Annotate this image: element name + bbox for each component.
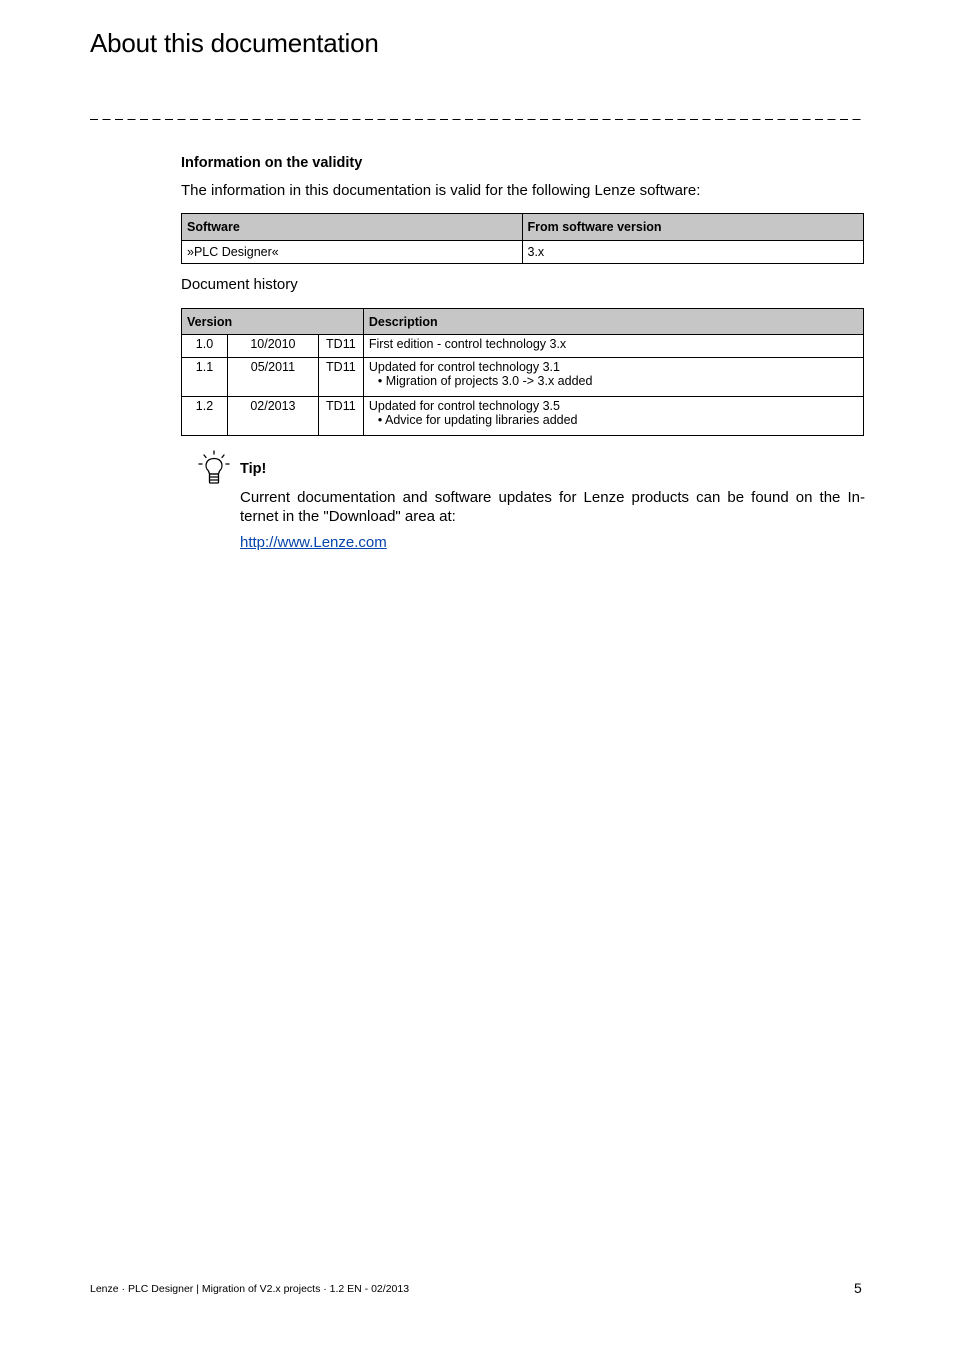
page-title: About this documentation [90, 28, 379, 58]
lenze-website-link[interactable]: http://www.Lenze.com [240, 534, 387, 551]
description-cell [363, 358, 863, 397]
description-text: Updated for control technology 3.5 [368, 399, 560, 413]
software-cell: »PLC Designer« [182, 241, 523, 264]
validity-heading: Information on the validity [181, 155, 363, 171]
description-text: First edition - control technology 3.x [368, 337, 567, 351]
description-cell [363, 335, 863, 358]
description-cell [363, 397, 863, 436]
history-label: Document history [181, 276, 298, 293]
page-number: 5 [854, 1280, 862, 1296]
version-cell: 1.0 [182, 335, 228, 358]
dashed-divider [90, 110, 862, 120]
table-row [182, 335, 864, 358]
table-row [182, 358, 864, 397]
tip-text: Current documentation and software updates for Lenze products can be found on the In-ternet in the "Download" area at: [240, 489, 865, 525]
table-row [182, 241, 864, 264]
description-bullet: • Migration of projects 3.0 -> 3.x added [377, 374, 593, 388]
table-header-row [182, 214, 864, 241]
tip-label: Tip! [240, 461, 267, 477]
date-cell: 02/2013 [227, 397, 318, 436]
dept-cell: TD11 [318, 397, 363, 436]
history-table [181, 308, 864, 436]
column-header-description: Description [363, 309, 863, 335]
version-cell: 1.1 [182, 358, 228, 397]
table-header-row [182, 309, 864, 335]
date-cell: 05/2011 [227, 358, 318, 397]
date-cell: 10/2010 [227, 335, 318, 358]
validity-intro: The information in this documentation is valid for the following Lenze software: [181, 182, 701, 199]
version-cell: 3.x [522, 241, 864, 264]
column-header-version: Version [182, 309, 364, 335]
version-cell: 1.2 [182, 397, 228, 436]
table-row [182, 397, 864, 436]
lightbulb-icon [196, 450, 232, 486]
dept-cell: TD11 [318, 358, 363, 397]
description-text: Updated for control technology 3.1 [368, 360, 560, 374]
description-bullet: • Advice for updating libraries added [377, 413, 578, 427]
column-header-version: From software version [522, 214, 864, 241]
dept-cell: TD11 [318, 335, 363, 358]
column-header-software: Software [182, 214, 523, 241]
software-table [181, 213, 864, 264]
footer-text: Lenze · PLC Designer | Migration of V2.x projects · 1.2 EN - 02/2013 [90, 1283, 410, 1295]
